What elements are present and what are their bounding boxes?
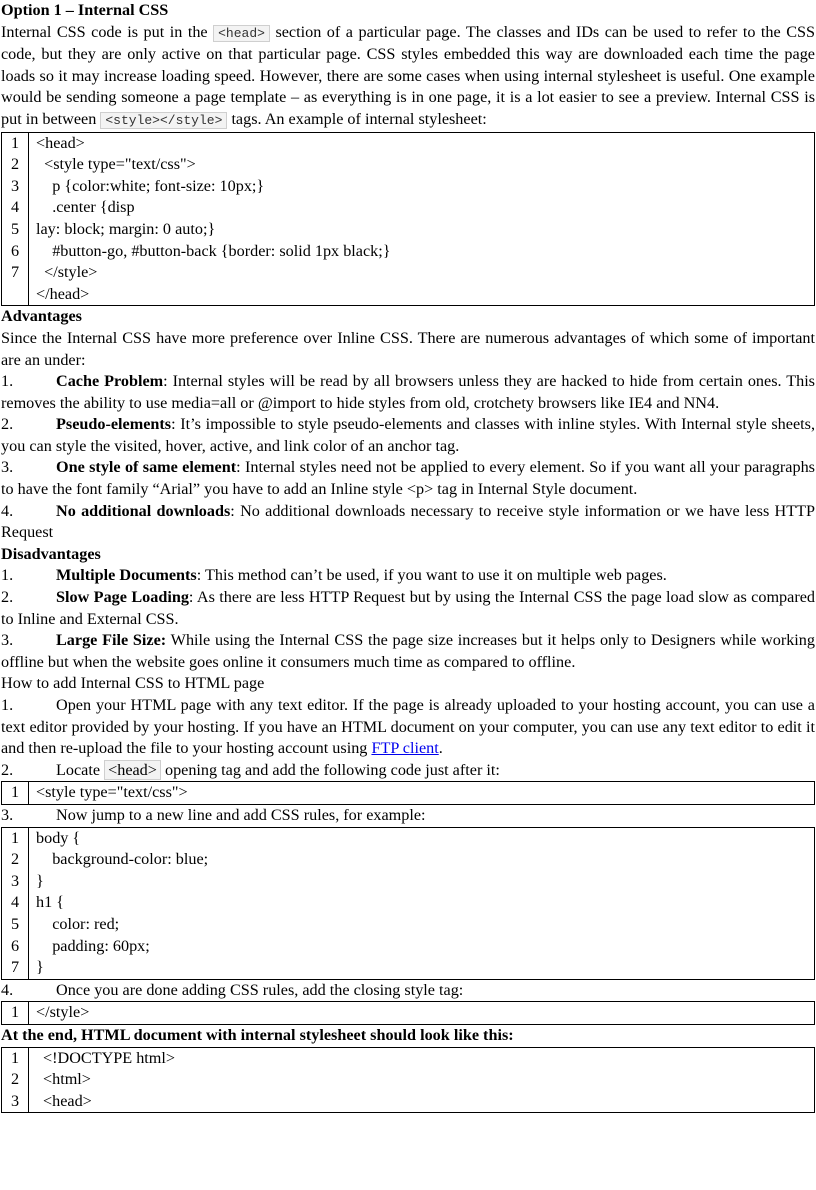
item-text: : Internal styles need not be applied to every element. So if you want all your paragraphs to have the font family “Arial” you have to add an Inline style <p> tag in Internal Style document. [1,458,815,499]
item-number: 3. [1,458,14,477]
final-heading: At the end, HTML document with internal stylesheet should look like this: [1,1025,514,1044]
intro-part3: tags. An example of internal stylesheet: [231,109,487,128]
line-numbers [2,782,29,805]
code-lines: <style type="text/css"> [36,783,188,802]
code-block-style-open [1,781,815,805]
line-number: 3 [10,176,20,195]
item-number: 2. [1,760,14,779]
step-text: Once you are done adding CSS rules, add the closing style tag: [56,980,464,999]
code-lines: </style> [36,1003,90,1022]
disadvantage-item [1,565,815,587]
intro-paragraph [1,22,815,132]
item-number: 4. [1,980,14,999]
item-label: Cache Problem [56,372,164,391]
advantage-item [1,414,815,457]
line-number: 3 [10,871,20,890]
code-block-final-document [1,1047,815,1114]
advantage-item [1,501,815,544]
item-label: No additional downloads [56,501,231,520]
howto-step-3 [1,805,815,827]
item-number: 3. [1,805,14,824]
howto-heading: How to add Internal CSS to HTML page [1,674,265,693]
line-number: 7 [10,958,20,977]
line-number: 6 [10,241,20,260]
item-text: : It’s impossible to style pseudo-elements and classes with inline styles. With Internal style sheets, you can style the visited, hover, active, and link color of an anchor tag. [1,415,815,455]
head-tag-code: <head> [104,760,161,780]
style-tags-code: <style></style> [100,112,227,129]
code-block-css-rules [1,827,815,980]
line-number: 2 [10,850,20,869]
line-numbers [2,827,29,979]
step-end: . [438,739,443,758]
line-number: 1 [10,828,20,847]
item-number: 4. [1,501,14,520]
code-lines: <head> <style type="text/css"> p {color:white; font-size: 10px;} .center {disp lay: block; margin: 0 auto;} #button-go, #button-back {border: solid 1px black;} </style> </head> [36,133,391,303]
disadvantage-item [1,630,815,673]
line-number: 1 [10,1048,20,1067]
step-text: Now jump to a new line and add CSS rules, for example: [56,805,426,824]
line-number: 5 [10,219,20,238]
item-text: : Internal styles will be read by all browsers unless they are hacked to hide from certain ones. This removes the ability to use media=all or @import to hide styles from old, crotchety browsers like IE4 and NN4. [1,372,815,412]
line-number: 1 [10,783,20,802]
code-block-style-close [1,1001,815,1025]
line-number: 1 [10,133,20,152]
item-label: Pseudo-elements [56,415,172,434]
step-text: Locate [56,760,101,779]
item-number: 1. [1,566,14,585]
line-number: 4 [10,198,20,217]
item-number: 3. [1,631,14,650]
line-number: 7 [10,263,20,282]
line-number: 5 [10,914,20,933]
line-number: 2 [10,1070,20,1089]
advantage-item [1,457,815,500]
item-text: While using the Internal CSS the page size increases but it helps only to Designers while working offline but when the website goes online it consumers much time as compared to offline. [1,631,815,671]
advantages-intro: Since the Internal CSS have more preference over Inline CSS. There are numerous advantages of which some of important are an under: [1,328,815,369]
item-label: One style of same element [56,458,237,477]
step-text: Open your HTML page with any text editor. If the page is already uploaded to your hosting account, you can use a text editor provided by your hosting. If you have an HTML document on your computer, you can use any text editor to edit it and then re-upload the file to your hosting account using [1,696,815,758]
section-title: Option 1 – Internal CSS [1,1,169,19]
item-text: : This method can’t be used, if you want to use it on multiple web pages. [196,566,667,585]
step-text: opening tag and add the following code just after it: [164,760,500,779]
advantages-heading: Advantages [1,307,82,326]
code-block-internal-stylesheet [1,132,815,307]
disadvantage-item [1,587,815,630]
advantage-item [1,371,815,414]
intro-part2: section of a particular page. The classes and IDs can be used to refer to the CSS code, but they are only active on that particular page. CSS styles embedded this way are downloaded each time the page loads so it may increase loading speed. However, there are some cases when using internal stylesheet is useful. One example would be sending someone a page template – as everything is in one page, it is a lot easier to see a preview. Internal CSS is put in between [1,22,816,128]
line-number: 6 [10,936,20,955]
item-text: : No additional downloads necessary to receive style information or we have less HTTP Request [1,501,815,542]
ftp-client-link[interactable]: FTP client [371,739,439,758]
line-numbers [2,1047,29,1113]
howto-step-1 [1,695,815,760]
howto-step-4 [1,980,815,1002]
howto-step-2 [1,760,815,782]
code-lines: body { background-color: blue; } h1 { color: red; padding: 60px; } [36,828,209,977]
line-numbers [2,132,29,306]
intro-part1: Internal CSS code is put in the [1,22,208,41]
line-number: 1 [10,1003,20,1022]
line-numbers [2,1002,29,1025]
item-label: Large File Size: [56,631,167,650]
item-number: 1. [1,696,14,714]
head-tag-code: <head> [213,25,270,42]
code-lines: <!DOCTYPE html> <html> <head> [43,1048,176,1110]
line-number: 2 [10,155,20,174]
item-label: Slow Page Loading [56,588,189,607]
line-number: 4 [10,893,20,912]
disadvantages-heading: Disadvantages [1,544,101,563]
item-text: : As there are less HTTP Request but by using the Internal CSS the page load slow as compared to Inline and External CSS. [1,588,815,628]
item-number: 1. [1,372,14,391]
item-number: 2. [1,588,14,607]
line-number: 3 [10,1091,20,1110]
item-label: Multiple Documents [56,566,197,585]
item-number: 2. [1,415,14,434]
